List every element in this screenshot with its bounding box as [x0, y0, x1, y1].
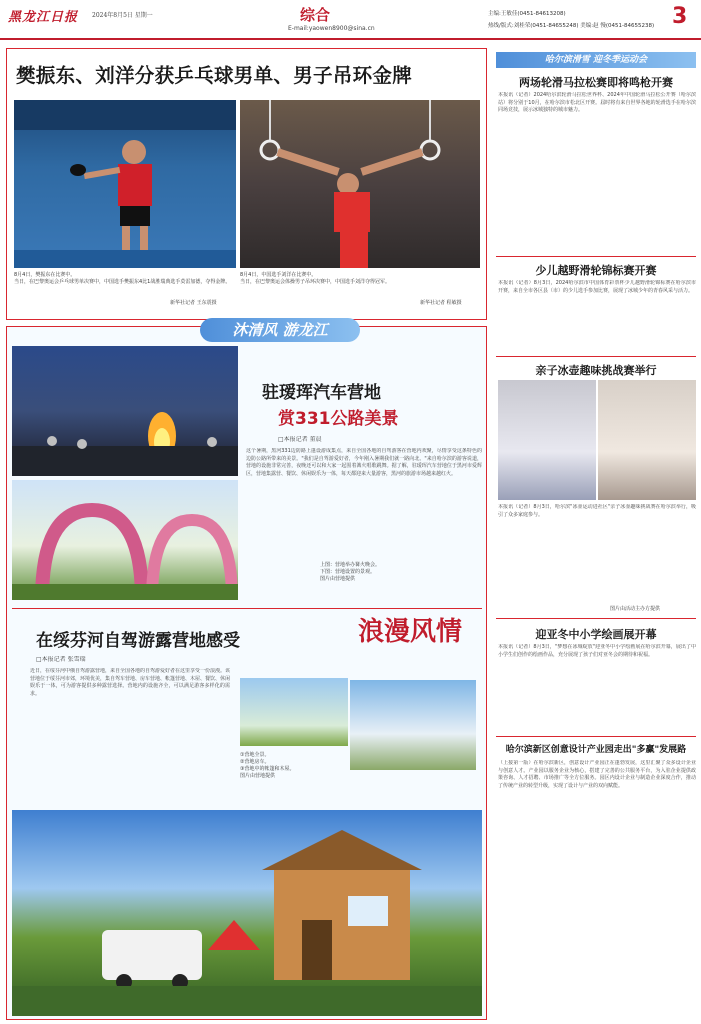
story4-body: 本报讯（记者）8月3日，"梦想在冰城绽放"迎亚冬中小学绘画展在哈尔滨开幕，展出了中小学生们创作的绘画作品，充分展现了孩子们对亚冬会的期待和祝福。: [498, 644, 696, 658]
feature2-caption: ①营地全景。 ②营地房车。 ③营地中的帐篷和木屋。 图片由营地提供: [240, 752, 295, 779]
right-banner: 哈尔滨滑雪 迎冬季运动会: [496, 52, 696, 68]
top-story-headline: 樊振东、刘洋分获乒乓球男单、男子吊环金牌: [16, 64, 413, 87]
campfire-photo: [12, 346, 238, 476]
feature2-body: 近日，在绥芬河中俄自驾游露营地，来自全国各地的自驾游爱好者在这里享受一份浪漫。该营地位于绥芬河市郊，环境优美，集自驾车营地、房车营地、帐篷营地、木屋、餐饮、休闲娱乐于一体，可为游客提供多种露营选择。营地内的设施齐全，可以满足游客多样化的需求。: [30, 668, 230, 697]
story4-headline: 迎亚冬中小学绘画展开幕: [535, 628, 657, 641]
top-caption-left: 8月4日，樊振东在比赛中。 当日，在巴黎奥运会乒乓球男单决赛中，中国选手樊振东4比1战胜瑞典选手莫雷加德，夺得金牌。: [14, 272, 231, 285]
editor-line-1: 主编:王敏佳(0451-84613208): [488, 11, 566, 17]
section-title: 综合: [300, 6, 331, 24]
feature1-headline-2: 赏331公路美景: [278, 409, 399, 429]
page-number: 3: [672, 4, 688, 29]
story5-body: （上接第一版）在哈尔滨新区，创意设计产业园正在蓬勃发展，这里汇聚了众多设计企业与创意人才。产业园以服务企业为核心，搭建了完善的公共服务平台，为入驻企业提供政策咨询、人才招聘、市场推广等全方位服务。园区内设计企业与制造企业深度合作，推动了传统产业的转型升级，实现了设计与产业的双向赋能。: [498, 760, 696, 789]
story3-headline: 亲子冰壶趣味挑战赛举行: [535, 364, 657, 377]
editor-credits: [488, 8, 654, 32]
table-tennis-photo: [14, 100, 236, 268]
right-divider-2: [496, 356, 696, 357]
newspaper-logo: 黑龙江日报: [8, 10, 79, 25]
story5-headline: 哈尔滨新区创意设计产业园走出"多赢"发展路: [505, 745, 687, 755]
campground-main-photo: [12, 810, 482, 1016]
story3-credit: 图片由活动主办方提供: [610, 606, 661, 612]
section-email: E-mail:yaowen8900@sina.cn: [288, 25, 375, 32]
table-tennis-player-figure: [14, 100, 236, 268]
right-divider-1: [496, 256, 696, 257]
feature1-body: 这个暑期，黑河331边防路上蓬设游成集点，来自全国各地的自驾游客在营地内欢聚，尽情享受这条特色的边防公路所带来的美景。"我们是自驾游爱好者，今年刚入暑期我们就一路向北。"来自哈尔滨的游客说道，营地的设施非常完善，夜晚还可以和大家一起围着篝火唱歌跳舞。据了解，驻瑷珲汽车营地位于黑河市爱辉区，营地集露营、餐饮、休闲娱乐为一体，每天都迎来大量游客，黑河的旅游市场越来越红火。: [246, 448, 482, 477]
cabin-and-rv-figure: [12, 810, 482, 1016]
flower-arch-photo: [12, 480, 238, 600]
story2-headline: 少儿越野滑轮锦标赛开赛: [535, 264, 657, 277]
curling-photo-1: [498, 380, 596, 500]
issue-date: 2024年8月5日 星期一: [92, 12, 153, 19]
right-divider-4: [496, 736, 696, 737]
feature1-headline-1: 驻瑷珲汽车营地: [262, 383, 381, 403]
story1-headline: 两场轮滑马拉松赛即将鸣枪开赛: [519, 76, 673, 89]
top-credit-right: 新华社记者 程敏摄: [420, 300, 462, 306]
campsite-photo-2: [350, 680, 476, 770]
rings-photo: [240, 100, 480, 268]
curling-photo-2: [598, 380, 696, 500]
story3-caption: 本报讯（记者）8月3日，哈尔滨"冰壶运动进社区"亲子冰壶趣味挑战赛在哈尔滨举行，吸引了众多家庭参与。: [498, 504, 696, 518]
right-divider-3: [496, 618, 696, 619]
travel-divider: [12, 608, 482, 609]
feature2-headline: 在绥芬河自驾游露营地感受: [36, 631, 240, 651]
top-caption-right: 8月4日，中国选手刘洋在比赛中。 当日，在巴黎奥运会体操男子吊环决赛中，中国选手刘洋夺得冠军。: [240, 272, 391, 285]
feature2-byline: □本报记者 张雪瑞: [36, 656, 86, 663]
editor-line-2: 热线/版式:刘桂荣(0451-84655248) 美编:赵 慢(0451-84655238): [488, 23, 655, 29]
feature1-byline: □本报记者 董晨: [278, 436, 322, 443]
travel-banner: 沐清风 游龙江: [200, 318, 360, 342]
gymnast-on-rings-figure: [240, 100, 480, 268]
feature2-headline-accent: 浪漫风情: [357, 617, 462, 647]
feature1-caption: 上图：营地举办篝火晚会。 下图：营地设置的景观。 图片由营地提供: [320, 562, 381, 582]
story1-body: 本报讯（记者）2024哈尔滨轮滑马拉松世界杯、2024年中国轮滑马拉松公开赛（哈尔滨站）将分别于10月，在哈尔滨市松北区开赛。届时将有来自世界各地的轮滑选手在哈尔滨同场竞技，展示冰城独特的城市魅力。: [498, 92, 696, 113]
flower-arch-figure: [12, 480, 238, 600]
campsite-photo-1: [240, 678, 348, 746]
story2-body: 本报讯（记者）8月3日，2024哈尔滨市中国体育彩票杯少儿越野滑轮锦标赛在哈尔滨市开赛，来自全市各区县（市）的少儿选手参加比赛，展现了冰城少年的青春风采与活力。: [498, 280, 696, 294]
top-credit-left: 新华社记者 王东震摄: [170, 300, 217, 306]
campfire-figure: [12, 346, 238, 476]
